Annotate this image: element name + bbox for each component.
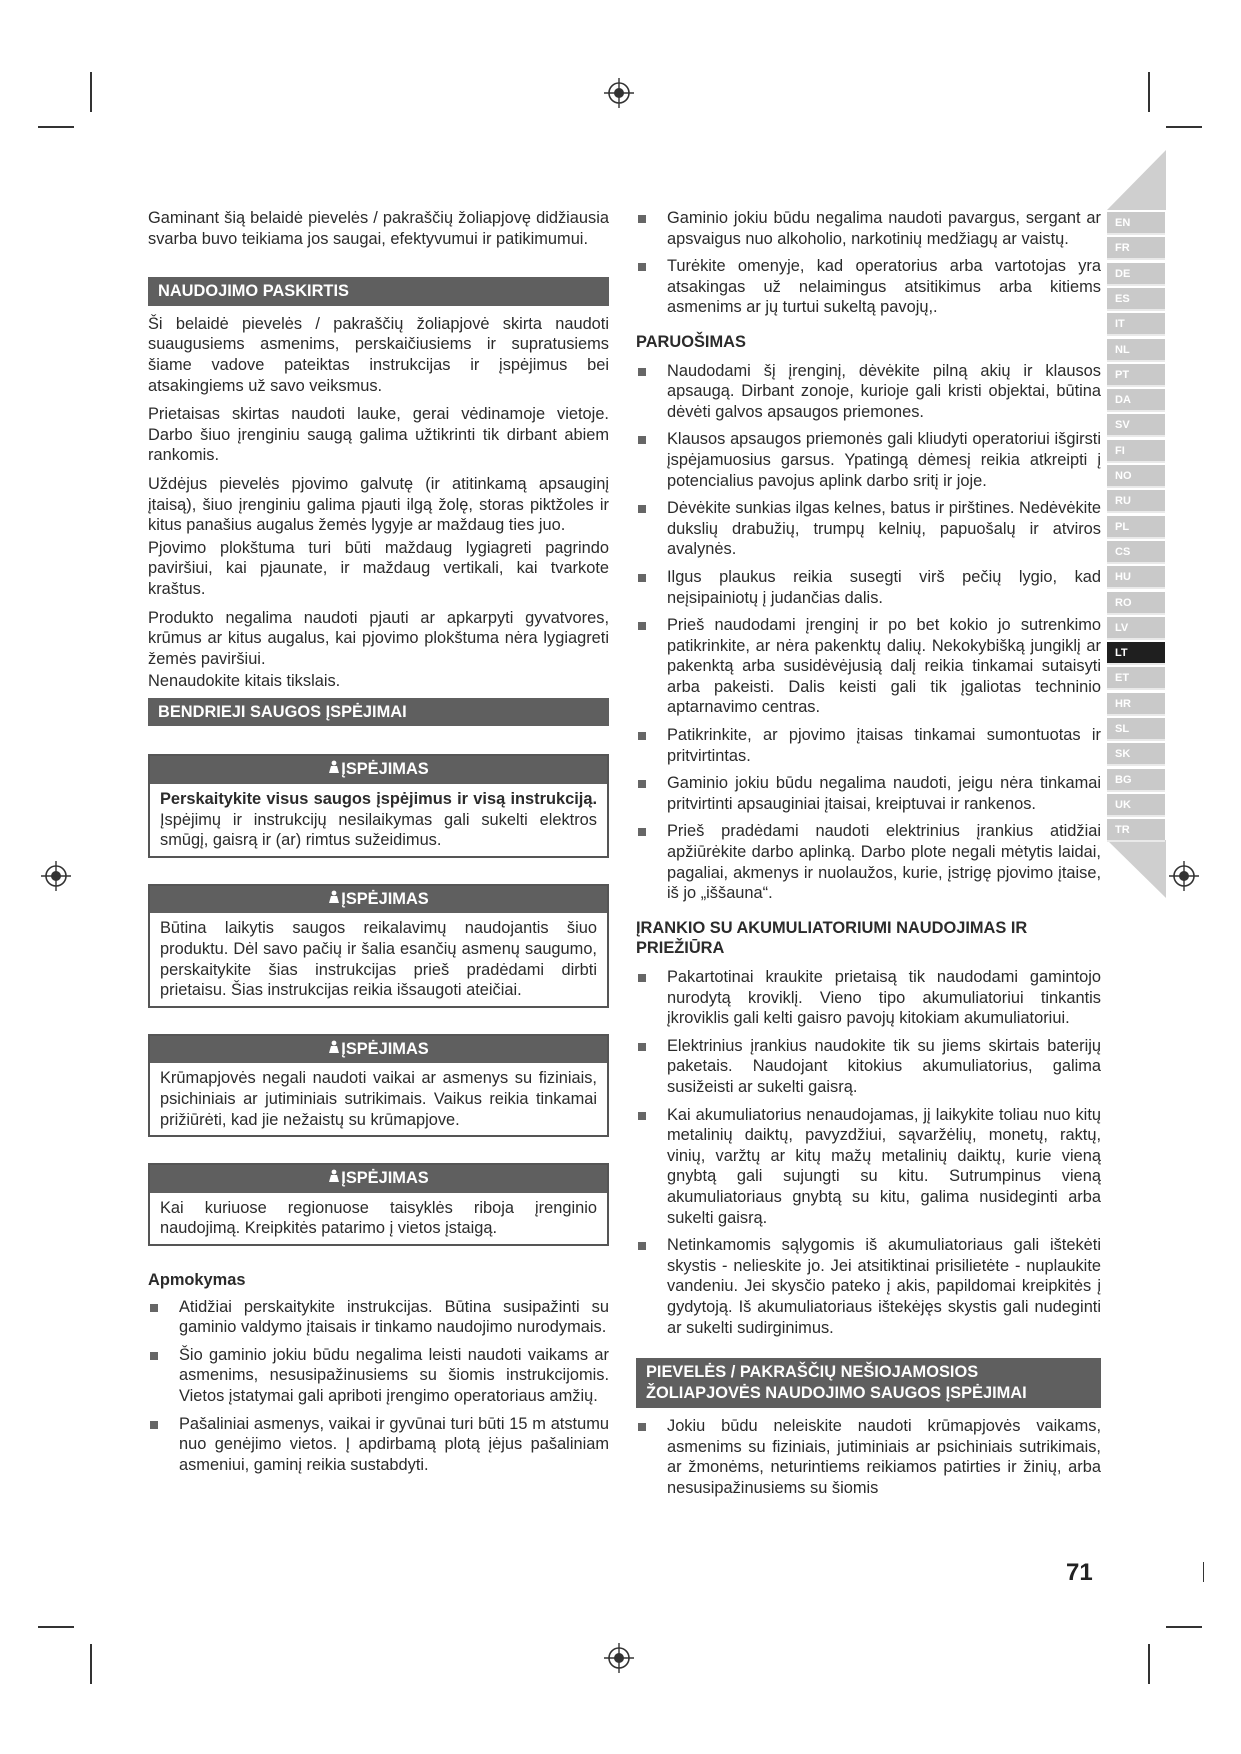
list-item [636, 361, 1101, 423]
list-item [636, 967, 1101, 1029]
crop-mark [38, 126, 74, 128]
language-tab-sk[interactable]: SK [1107, 743, 1165, 766]
crop-mark [38, 1626, 74, 1628]
bullet-square-icon [638, 574, 646, 582]
bullet-square-icon [638, 263, 646, 271]
list-item-text: Naudodami šį įrenginį, dėvėkite pilną akių ir klausos apsaugą. Dirbant zonoje, kurioje gali kristi objektai, būtina dėvėti galvos apsaugos priemones. [667, 361, 1101, 421]
bullet-square-icon [638, 780, 646, 788]
bullet-square-icon [638, 1043, 646, 1051]
list-item-text: Jokiu būdu neleiskite naudoti krūmapjovės vaikams, asmenims su fiziniais, jutiminiais ar psichiniais sutrikimais, ar žmonėms, neturintiems reikiamos patirties ir žinių, arba nesusipažinusiems su šiomis [667, 1417, 1101, 1497]
subheading-akumuliatoriai: ĮRANKIO SU AKUMULIATORIUMI NAUDOJIMAS IR PRIEŽIŪRA [636, 918, 1028, 958]
list-item-text: Gaminio jokiu būdu negalima naudoti pavargus, sergant ar apsvaigus nuo alkoholio, narkotinių medžiagų ar vaistų. [667, 209, 1101, 248]
language-tab-ru[interactable]: RU [1107, 490, 1165, 513]
language-tab-en[interactable]: EN [1107, 212, 1165, 235]
warning-header [150, 1165, 607, 1193]
language-tabs [1107, 150, 1165, 890]
bullet-square-icon [638, 368, 646, 376]
language-tab-pt[interactable]: PT [1107, 364, 1165, 387]
section-heading-pieveles [636, 1358, 1101, 1408]
list-item-text: Pašaliniai asmenys, vaikai ir gyvūnai turi būti 15 m atstumu nuo genėjimo vietos. Į apdirbamą plotą įėjus pašaliniam asmeniui, gaminį reikia sustabdyti. [179, 1414, 609, 1474]
warning-bold-text: Perskaitykite visus saugos įspėjimus ir visą instrukciją. [160, 790, 597, 809]
crop-mark [1203, 1562, 1204, 1582]
list-item [148, 1297, 609, 1338]
paragraph: Prietaisas skirtas naudoti lauke, gerai vėdinamoje vietoje. Darbo šiuo įrenginiu saugą galima užtikrinti tik dirbant abiem rankomis. [148, 405, 609, 465]
warning-text [150, 784, 607, 856]
list-item-text: Patikrinkite, ar pjovimo įtaisas tinkamai sumontuotas ir pritvirtintas. [667, 726, 1101, 765]
list-item [636, 1416, 1101, 1498]
heading-line: ŽOLIAPJOVĖS NAUDOJIMO SAUGOS ĮSPĖJIMAI [646, 1384, 1027, 1403]
bullet-square-icon [638, 436, 646, 444]
list-item [636, 773, 1101, 814]
registration-mark-icon [1169, 861, 1199, 891]
bullet-square-icon [638, 732, 646, 740]
list-item [636, 498, 1101, 560]
registration-mark-icon [604, 78, 634, 108]
crop-mark [1166, 126, 1202, 128]
language-tab-fi[interactable]: FI [1107, 440, 1165, 463]
section-heading-naudojimo: NAUDOJIMO PASKIRTIS [148, 277, 609, 306]
list-item [636, 208, 1101, 249]
bullet-square-icon [638, 1242, 646, 1250]
list-item [636, 1105, 1101, 1229]
language-tab-ro[interactable]: RO [1107, 592, 1165, 615]
crop-mark [1148, 72, 1150, 112]
warning-person-icon [328, 759, 340, 780]
language-tab-de[interactable]: DE [1107, 263, 1165, 286]
crop-mark [1166, 1626, 1202, 1628]
crop-mark [90, 72, 92, 112]
list-item [636, 256, 1101, 318]
subheading-apmokymas: Apmokymas [148, 1270, 246, 1289]
paragraph: Produkto negalima naudoti pjauti ar apkarpyti gyvatvores, krūmus ar kitus augalus, kai pjovimo plokštuma nėra lygiagreti žemės paviršiui. [148, 608, 609, 668]
warning-body-text: Įspėjimų ir instrukcijų nesilaikymas gali sukelti elektros smūgį, gaisrą ir (ar) rimtus sužeidimus. [160, 810, 597, 850]
language-tab-et[interactable]: ET [1107, 667, 1165, 690]
language-tab-nl[interactable]: NL [1107, 339, 1165, 362]
bullet-list [636, 1416, 1101, 1498]
bullet-list [636, 967, 1101, 1338]
right-column [636, 208, 1101, 1505]
bullet-square-icon [638, 1112, 646, 1120]
language-tab-tr[interactable]: TR [1107, 819, 1165, 842]
paragraph: Uždėjus pievelės pjovimo galvutę (ir atitinkamą apsauginį įtaisą), šiuo įrenginiu galima pjauti ilgą žolę, storas piktžoles ir kitus panašius augalus žemės lygyje ar maždaug ties juo. [148, 474, 609, 535]
list-item-text: Prieš pradėdami naudoti elektrinius įrankius atidžiai apžiūrėkite darbo aplinką. Darbo plote negali mėtytis laidai, pagaliai, akmenys ir nuolaužos, kurie, įstrigę pjovimo įtaise, iš jo „iššauna“. [667, 822, 1101, 903]
warning-person-icon [328, 1039, 340, 1060]
warning-title: ĮSPĖJIMAS [341, 1039, 429, 1058]
language-tab-fr[interactable]: FR [1107, 237, 1165, 260]
language-tab-es[interactable]: ES [1107, 288, 1165, 311]
left-column [148, 208, 609, 1482]
intro-paragraph: Gaminant šią belaidė pievelės / pakraščių žoliapjovę didžiausia svarba buvo teikiama jos saugai, efektyvumui ir patikimumui. [148, 209, 609, 248]
warning-title: ĮSPĖJIMAS [341, 889, 429, 908]
list-item-text: Atidžiai perskaitykite instrukcijas. Būtina susipažinti su gaminio valdymo įtaisais ir tinkamo naudojimo nurodymais. [179, 1297, 609, 1337]
language-tab-uk[interactable]: UK [1107, 794, 1165, 817]
warning-header [150, 886, 607, 914]
list-item [636, 1235, 1101, 1338]
list-item-text: Netinkamomis sąlygomis iš akumuliatoriaus gali ištekėti skystis - nelieskite jo. Jei atsitiktinai prisilietėte - nuplaukite vandeniu. Jei skysčio pateko į akis, papildomai kreipkitės į gydytoją. Iš akumuliatoriaus ištekėjęs skystis gali nudeginti ar sukelti sudirginimus. [667, 1236, 1101, 1337]
list-item-text: Prieš naudodami įrenginį ir po bet kokio jo sutrenkimo patikrinkite, ar nėra pakenktų dalių. Nekokybišką jungiklį ar pakenktą arba susidėvėjusią dalį reikia tinkamai sutaisyti arba pakeisti. Dalis keisti gali tik įgaliotas techninio aptarnavimo centras. [667, 616, 1101, 717]
crop-mark [1148, 1644, 1150, 1684]
list-item-text: Gaminio jokiu būdu negalima naudoti, jeigu nėra tinkamai pritvirtinti apsauginiai įtaisai, kreiptuvai ir rankenos. [667, 774, 1101, 813]
page-number: 71 [1066, 1559, 1093, 1586]
list-item [636, 429, 1101, 491]
bullet-square-icon [638, 505, 646, 513]
warning-header [150, 756, 607, 784]
warning-box [148, 1163, 609, 1246]
list-item [636, 725, 1101, 766]
language-tab-sv[interactable]: SV [1107, 414, 1165, 437]
language-tab-bg[interactable]: BG [1107, 769, 1165, 792]
list-item-text: Klausos apsaugos priemonės gali kliudyti operatoriui išgirsti įspėjamuosius garsus. Ypatingą dėmesį reikia atkreipti į potencialius pavojus aplink darbo sritį ir joje. [667, 430, 1101, 490]
list-item [636, 1036, 1101, 1098]
bullet-list [636, 208, 1101, 318]
bullet-square-icon [150, 1421, 158, 1429]
warning-box [148, 1034, 609, 1137]
language-tab-lt[interactable]: LT [1107, 642, 1165, 665]
bullet-square-icon [638, 215, 646, 223]
bullet-list [148, 1297, 609, 1476]
warning-header [150, 1036, 607, 1064]
language-tab-hu[interactable]: HU [1107, 566, 1165, 589]
bullet-square-icon [638, 828, 646, 836]
bullet-square-icon [638, 622, 646, 630]
language-tab-da[interactable]: DA [1107, 389, 1165, 412]
heading-line: PIEVELĖS / PAKRAŠČIŲ NEŠIOJAMOSIOS [646, 1363, 979, 1382]
section-heading-bendrieji: BENDRIEJI SAUGOS ĮSPĖJIMAI [148, 698, 609, 727]
paragraph: Pjovimo plokštuma turi būti maždaug lygiagreti pagrindo paviršiui, kai pjaunate, ir maždaug vertikali, kai tvarkote kraštus. [148, 538, 609, 598]
paragraph: Ši belaidė pievelės / pakraščių žoliapjovė skirta naudoti suaugusiems asmenims, perskaičiusiems ir supratusiems šiame vadove pateiktas instrukcijas ir įspėjimus bei atsakingiems už savo veiksmus. [148, 314, 609, 395]
warning-person-icon [328, 889, 340, 910]
paragraph: Nenaudokite kitais tikslais. [148, 672, 341, 691]
registration-mark-icon [604, 1643, 634, 1673]
warning-box [148, 754, 609, 857]
warning-box [148, 884, 609, 1008]
language-tab-sl[interactable]: SL [1107, 718, 1165, 741]
bullet-square-icon [638, 974, 646, 982]
bullet-square-icon [150, 1304, 158, 1312]
language-tab-pl[interactable]: PL [1107, 516, 1165, 539]
list-item [148, 1414, 609, 1476]
language-tab-hr[interactable]: HR [1107, 693, 1165, 716]
list-item-text: Kai akumuliatorius nenaudojamas, jį laikykite toliau nuo kitų metalinių daiktų, pavyzdžiui, sąvaržėlių, monetų, raktų, vinių, varžtų ar kitų mažų metalinių daiktų, kurie vieną gnybtą gali sujungti su kitu. Sutrumpinus vieną akumuliatoriaus gnybtą su kitu, galima nusideginti arba sukelti gaisrą. [667, 1105, 1101, 1227]
list-item-text: Šio gaminio jokiu būdu negalima leisti naudoti vaikams ar asmenims, nesusipažinusiems su šiomis instrukcijomis. Vietos įstatymai gali apriboti įrengimo operatoriaus amžių. [179, 1345, 609, 1405]
bullet-square-icon [150, 1352, 158, 1360]
list-item-text: Pakartotinai kraukite prietaisą tik naudodami gamintojo nurodytą kroviklį. Vieno tipo akumuliatoriui tinkantis įkroviklis gali kelti gaisro pavojų kitokiam akumuliatoriui. [667, 968, 1101, 1028]
warning-title: ĮSPĖJIMAS [341, 760, 429, 779]
warning-text: Krūmapjovės negali naudoti vaikai ar asmenys su fiziniais, psichiniais ar jutiminiais sutrikimais. Vaikus reikia tinkamai prižiūrėti, kad jie nežaistų su krūmapjove. [160, 1069, 597, 1129]
language-tab-lv[interactable]: LV [1107, 617, 1165, 640]
list-item [148, 1345, 609, 1407]
list-item [636, 567, 1101, 608]
bullet-square-icon [638, 1423, 646, 1431]
warning-text: Būtina laikytis saugos reikalavimų naudojantis šiuo produktu. Dėl savo pačių ir šalia esančių asmenų saugumo, perskaitykite šias instrukcijas prieš pradėdami dirbti prietaisu. Šias instrukcijas reikia išsaugoti ateičiai. [160, 919, 597, 1000]
warning-person-icon [328, 1168, 340, 1189]
warning-text: Kai kuriuose regionuose taisyklės riboja įrenginio naudojimą. Kreipkitės patarimo į vietos įstaigą. [160, 1198, 597, 1238]
subheading-paruosimas: PARUOŠIMAS [636, 332, 746, 351]
language-tab-it[interactable]: IT [1107, 313, 1165, 336]
crop-mark [90, 1644, 92, 1684]
language-tab-no[interactable]: NO [1107, 465, 1165, 488]
bullet-list [636, 361, 1101, 904]
list-item [636, 821, 1101, 903]
list-item-text: Turėkite omenyje, kad operatorius arba vartotojas yra atsakingas už nelaimingus atsitikimus arba kitiems asmenims ar jų turtui sukeltą pavojų,. [667, 257, 1101, 317]
list-item [636, 615, 1101, 718]
list-item-text: Ilgus plaukus reikia susegti virš pečių lygio, kad neįsipainiotų į judančias dalis. [667, 567, 1101, 607]
registration-mark-icon [41, 861, 71, 891]
list-item-text: Elektrinius įrankius naudokite tik su jiems skirtais baterijų paketais. Naudojant kitokius akumuliatorius, galima susižeisti ar sukelti gaisrą. [667, 1036, 1101, 1096]
warning-title: ĮSPĖJIMAS [341, 1169, 429, 1188]
list-item-text: Dėvėkite sunkias ilgas kelnes, batus ir pirštines. Nedėvėkite dukslių drabužių, trumpų kelnių, papuošalų ir atviros avalynės. [667, 499, 1101, 559]
language-tab-cs[interactable]: CS [1107, 541, 1165, 564]
